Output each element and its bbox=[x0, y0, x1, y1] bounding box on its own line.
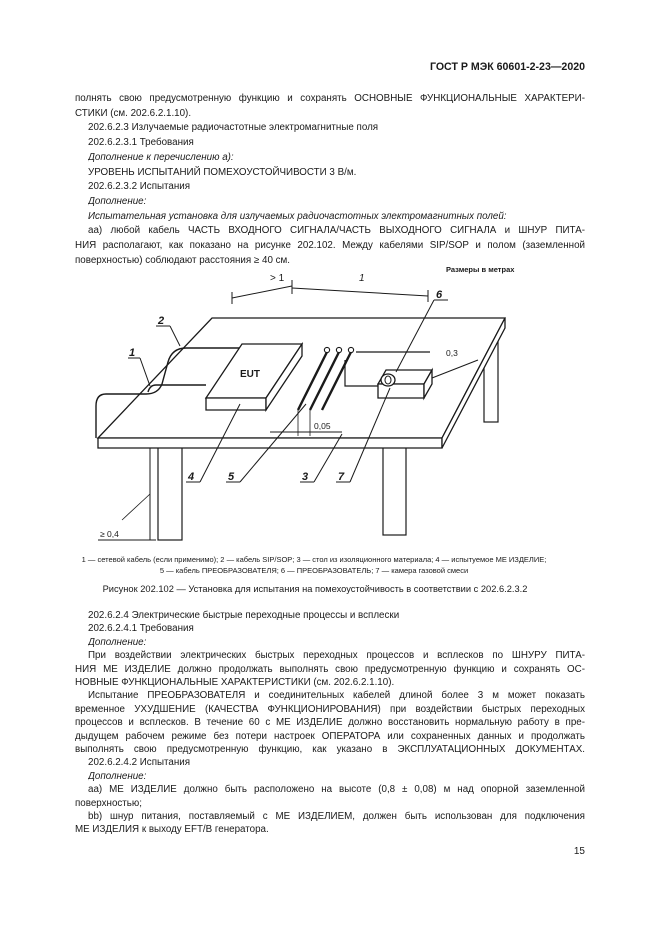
addition-note: Дополнение: bbox=[88, 770, 147, 782]
eut-front bbox=[206, 398, 266, 410]
callout-1: 1 bbox=[129, 347, 136, 359]
text-line: НИЯ располагают, как показано на рисунке 202.102. Между кабелями SIP/SOP и полом (заземленной bbox=[75, 240, 585, 251]
rod-end bbox=[324, 347, 329, 352]
dim-line-1m bbox=[292, 288, 428, 296]
dim-label-005: 0,05 bbox=[314, 421, 331, 431]
section-heading: 202.6.2.4.2 Испытания bbox=[88, 757, 191, 769]
addition-note: Дополнение: bbox=[88, 195, 147, 207]
callout-6: 6 bbox=[436, 289, 443, 301]
table-leg-front-right bbox=[383, 446, 406, 535]
text-line: Испытание ПРЕОБРАЗОВАТЕЛЯ и соединительных кабелей длиной более 3 м может показать bbox=[88, 690, 585, 702]
figure-caption: Рисунок 202.102 — Установка для испытания на помехоустойчивость в соответствии с 202.6.2.3.2 bbox=[102, 584, 528, 594]
eut-label: EUT bbox=[240, 369, 260, 380]
callout-3: 3 bbox=[302, 471, 309, 483]
rod-end bbox=[348, 347, 353, 352]
document-header: ГОСТ Р МЭК 60601-2-23—2020 bbox=[429, 61, 585, 73]
page-number: 15 bbox=[573, 846, 585, 857]
text-line: поверхностью; bbox=[75, 797, 142, 809]
figure-legend-line: 5 — кабель ПРЕОБРАЗОВАТЕЛЯ; 6 — ПРЕОБРАЗОВАТЕЛЬ; 7 — камера газовой смеси bbox=[159, 566, 469, 575]
text-line: МЕ ИЗДЕЛИЯ к выходу EFT/B генератора. bbox=[75, 824, 269, 836]
dim-leader bbox=[122, 494, 150, 520]
text-line: полнять свою предусмотренную функцию и сохранять ОСНОВНЫЕ ФУНКЦИОНАЛЬНЫЕ ХАРАКТЕРИ- bbox=[75, 93, 585, 104]
section-heading: 202.6.2.3 Излучаемые радиочастотные электромагнитные поля bbox=[88, 122, 379, 134]
dim-label-gt1: > 1 bbox=[270, 273, 285, 284]
section-heading: 202.6.2.4.1 Требования bbox=[88, 623, 194, 635]
text-line: bb) шнур питания, поставляемый с МЕ ИЗДЕЛИЕМ, должен быть использован для подключения bbox=[88, 811, 585, 822]
dimension-note: Размеры в метрах bbox=[446, 265, 515, 274]
addition-note: Дополнение к перечислению а): bbox=[88, 151, 234, 163]
addition-note: Испытательная установка для излучаемых радиочастотных электромагнитных полей: bbox=[88, 210, 507, 222]
table-leg-front-left bbox=[158, 446, 182, 540]
callout-leader bbox=[140, 358, 150, 386]
section-heading: 202.6.2.3.1 Требования bbox=[88, 137, 194, 149]
text-line: временное УХУДШЕНИЕ (КАЧЕСТВА ФУНКЦИОНИРОВАНИЯ) при воздействии быстрых переходных bbox=[75, 703, 585, 715]
text-line: НИЯ МЕ ИЗДЕЛИЕ должно продолжать выполнять свою предусмотренную функцию и сохранять ОС- bbox=[75, 663, 585, 675]
text-line: дыдущем рабочем режиме без потери настроек ОПЕРАТОРА или сохраненных данных и продолжать bbox=[75, 730, 585, 742]
text-line: процессов и всплесков. В течение 60 с МЕ ИЗДЕЛИЕ должно восстановить нормальную работу в пре- bbox=[75, 717, 585, 729]
addition-note: Дополнение: bbox=[88, 636, 147, 648]
text-line: При воздействии электрических быстрых переходных процессов и всплесков по ШНУРУ ПИТА- bbox=[88, 650, 585, 662]
section-heading: 202.6.2.4 Электрические быстрые переходные процессы и всплески bbox=[88, 610, 400, 621]
text-line: НОВНЫЕ ФУНКЦИОНАЛЬНЫЕ ХАРАКТЕРИСТИКИ (см. 202.6.2.1.10). bbox=[75, 677, 395, 688]
callout-4: 4 bbox=[188, 471, 195, 483]
text-line: поверхностью) соблюдают расстояния ≥ 40 см. bbox=[75, 254, 291, 266]
dim-label-03: 0,3 bbox=[446, 348, 458, 358]
callout-2: 2 bbox=[158, 315, 165, 327]
figure-legend-line: 1 — сетевой кабель (если применимо); 2 — кабель SIP/SOP; 3 — стол из изоляционного материала; 4 — испытуемое МЕ ИЗДЕЛИЕ; bbox=[81, 555, 547, 564]
table-top bbox=[98, 318, 505, 438]
callout-leader bbox=[170, 326, 180, 346]
text-line: УРОВЕНЬ ИСПЫТАНИЙ ПОМЕХОУСТОЙЧИВОСТИ 3 В/м. bbox=[88, 166, 357, 178]
dim-label-1m: 1 bbox=[359, 273, 365, 284]
section-heading: 202.6.2.3.2 Испытания bbox=[88, 181, 191, 193]
callout-7: 7 bbox=[338, 471, 345, 483]
dim-label-ge04: ≥ 0,4 bbox=[100, 529, 119, 539]
dim-line-gt1 bbox=[232, 286, 292, 298]
text-line: СТИКИ (см. 202.6.2.1.10). bbox=[75, 107, 192, 119]
test-setup-figure bbox=[0, 262, 661, 552]
text-line: аа) любой кабель ЧАСТЬ ВХОДНОГО СИГНАЛА/ЧАСТЬ ВЫХОДНОГО СИГНАЛА и ШНУР ПИТА- bbox=[88, 225, 585, 237]
text-line: аа) МЕ ИЗДЕЛИЕ должно быть расположено на высоте (0,8 ± 0,08) м над опорной заземленной bbox=[88, 784, 585, 796]
rod-end bbox=[336, 347, 341, 352]
text-line: выполнять свою предусмотренную функцию, как указано в ЭКСПЛУАТАЦИОННЫХ ДОКУМЕНТАХ. bbox=[75, 744, 585, 755]
callout-5: 5 bbox=[228, 471, 235, 483]
